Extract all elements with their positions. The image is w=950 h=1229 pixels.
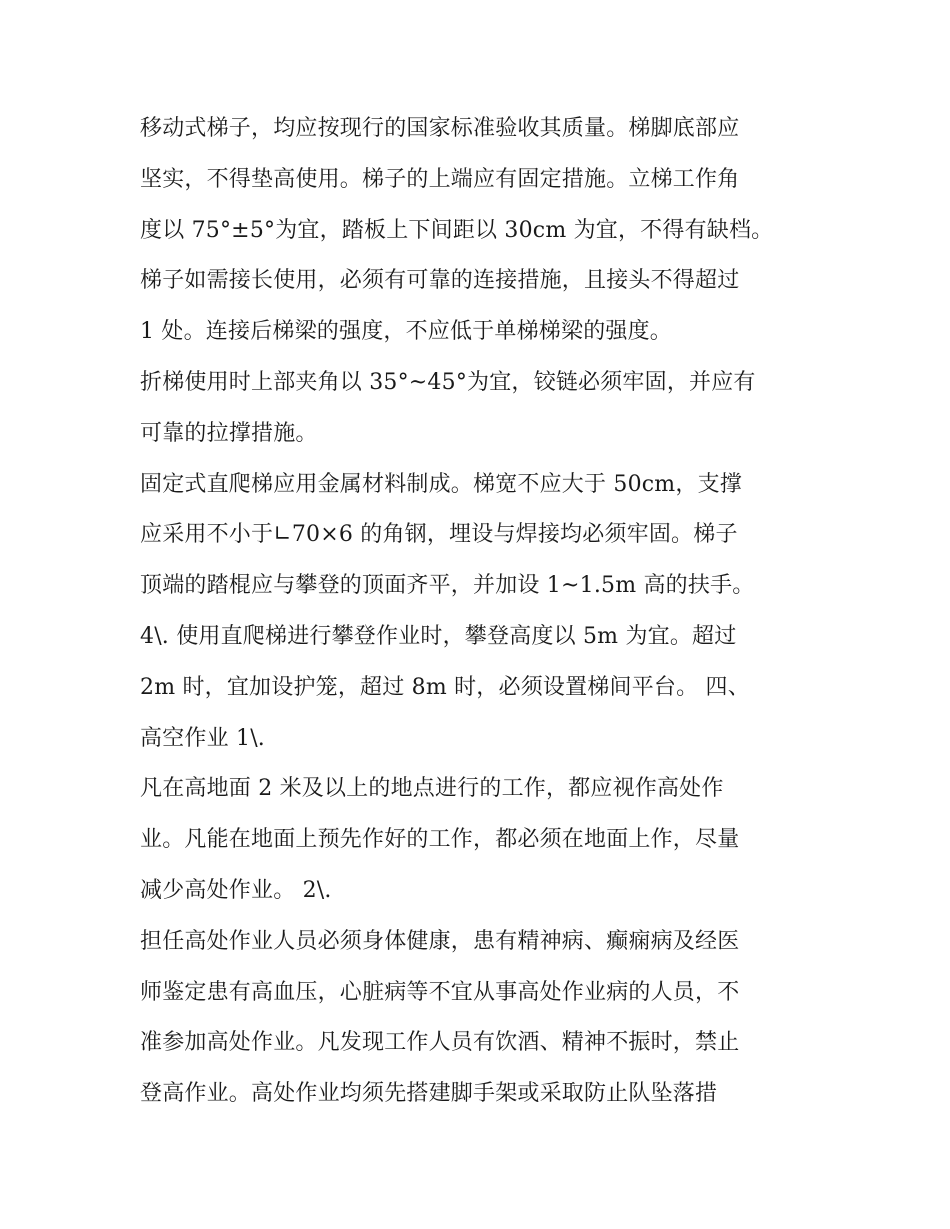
text-line: 移动式梯子，均应按现行的国家标准验收其质量。梯脚底部应 xyxy=(140,116,740,141)
text-line: 登高作业。高处作业均须先搭建脚手架或采取防止队坠落措 xyxy=(140,1081,718,1107)
text-line: 1 处。连接后梯梁的强度，不应低于单梯梯梁的强度。 xyxy=(140,319,672,345)
text-line: 4\. 使用直爬梯进行攀登作业时，攀登高度以 5m 为宜。超过 xyxy=(140,623,737,649)
text-line: 准参加高处作业。凡发现工作人员有饮酒、精神不振时，禁止 xyxy=(140,1030,740,1056)
text-line: 担任高处作业人员必须身体健康，患有精神病、癫痫病及经医 xyxy=(140,928,740,954)
text-line: 度以 75°±5°为宜，踏板上下间距以 30cm 为宜，不得有缺档。 xyxy=(140,217,774,243)
text-line: 2m 时，宜加设护笼，超过 8m 时，必须设置梯间平台。 四、 xyxy=(140,674,750,700)
text-line: 减少高处作业。 2\. xyxy=(140,877,332,903)
text-line: 折梯使用时上部夹角以 35°~45°为宜，铰链必须牢固，并应有 xyxy=(140,369,756,395)
text-line: 业。凡能在地面上预先作好的工作，都必须在地面上作，尽量 xyxy=(140,827,740,853)
text-line: 应采用不小于∟70×6 的角钢，埋设与焊接均必须牢固。梯子 xyxy=(140,522,738,548)
text-line: 高空作业 1\. xyxy=(140,725,265,751)
text-line: 可靠的拉撑措施。 xyxy=(140,420,318,446)
document-body xyxy=(140,104,820,1120)
text-line: 顶端的踏棍应与攀登的顶面齐平，并加设 1~1.5m 高的扶手。 xyxy=(140,573,755,599)
text-line: 凡在高地面 2 米及以上的地点进行的工作，都应视作高处作 xyxy=(140,776,724,802)
text-line: 固定式直爬梯应用金属材料制成。梯宽不应大于 50cm，支撑 xyxy=(140,471,742,497)
text-line: 坚实，不得垫高使用。梯子的上端应有固定措施。立梯工作角 xyxy=(140,166,740,192)
text-line: 师鉴定患有高血压，心脏病等不宜从事高处作业病的人员，不 xyxy=(140,979,740,1005)
text-line: 梯子如需接长使用，必须有可靠的连接措施，且接头不得超过 xyxy=(140,268,740,294)
